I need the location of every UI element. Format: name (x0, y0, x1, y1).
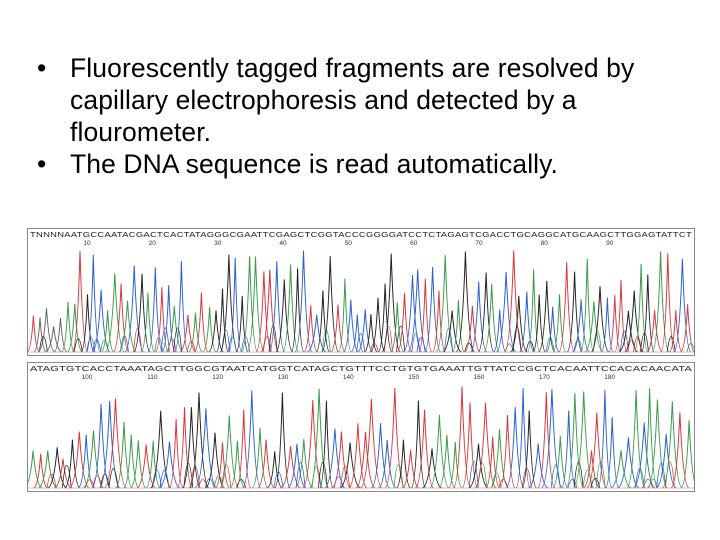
base-position-label: 90 (606, 240, 614, 247)
base-position-label: 100 (81, 374, 93, 381)
bullet-dot: • (37, 149, 47, 179)
bullet-text: The DNA sequence is read automatically. (70, 149, 559, 179)
base-position-label: 160 (473, 374, 485, 381)
base-position-label: 50 (344, 240, 352, 247)
base-position-label: 180 (604, 374, 616, 381)
bullet-item (28, 148, 708, 180)
base-call-sequence: ATAGTGTCACCTAAATAGCTTGGCGTAATCATGGTCATAGCTGTTTCCTGTGTGAAATTGTTATCCGCTCACAATTCCACACAACATA (30, 364, 692, 373)
bullet-dot: • (37, 53, 47, 83)
chromatogram-panel (27, 229, 695, 356)
panel-frame (28, 229, 695, 356)
bullet-item (28, 52, 708, 148)
dna-chromatogram-image (27, 228, 695, 492)
bullet-text: Fluorescently tagged fragments are resolved by capillary electrophoresis and detected by a flourometer. (70, 53, 635, 147)
bullet-list (28, 52, 708, 180)
base-position-label: 170 (538, 374, 550, 381)
base-position-label: 150 (408, 374, 420, 381)
base-position-label: 140 (342, 374, 354, 381)
base-position-label: 20 (148, 240, 156, 247)
base-position-label: 80 (540, 240, 548, 247)
base-call-sequence: TNNNNAATGCCAATACGACTCACTATAGGGCGAATTCGAGCTCGGTACCCGGGGATCCTCTAGAGTCGACCTGCAGGCATGCAAGCTTGGAGTATTCT (30, 230, 693, 239)
base-position-label: 40 (279, 240, 287, 247)
base-position-label: 10 (83, 240, 91, 247)
chromatogram-panel (27, 363, 695, 492)
base-position-label: 70 (475, 240, 483, 247)
base-position-label: 60 (410, 240, 418, 247)
base-position-label: 130 (277, 374, 289, 381)
base-position-label: 30 (214, 240, 222, 247)
base-position-label: 120 (212, 374, 224, 381)
base-position-label: 110 (147, 374, 158, 381)
